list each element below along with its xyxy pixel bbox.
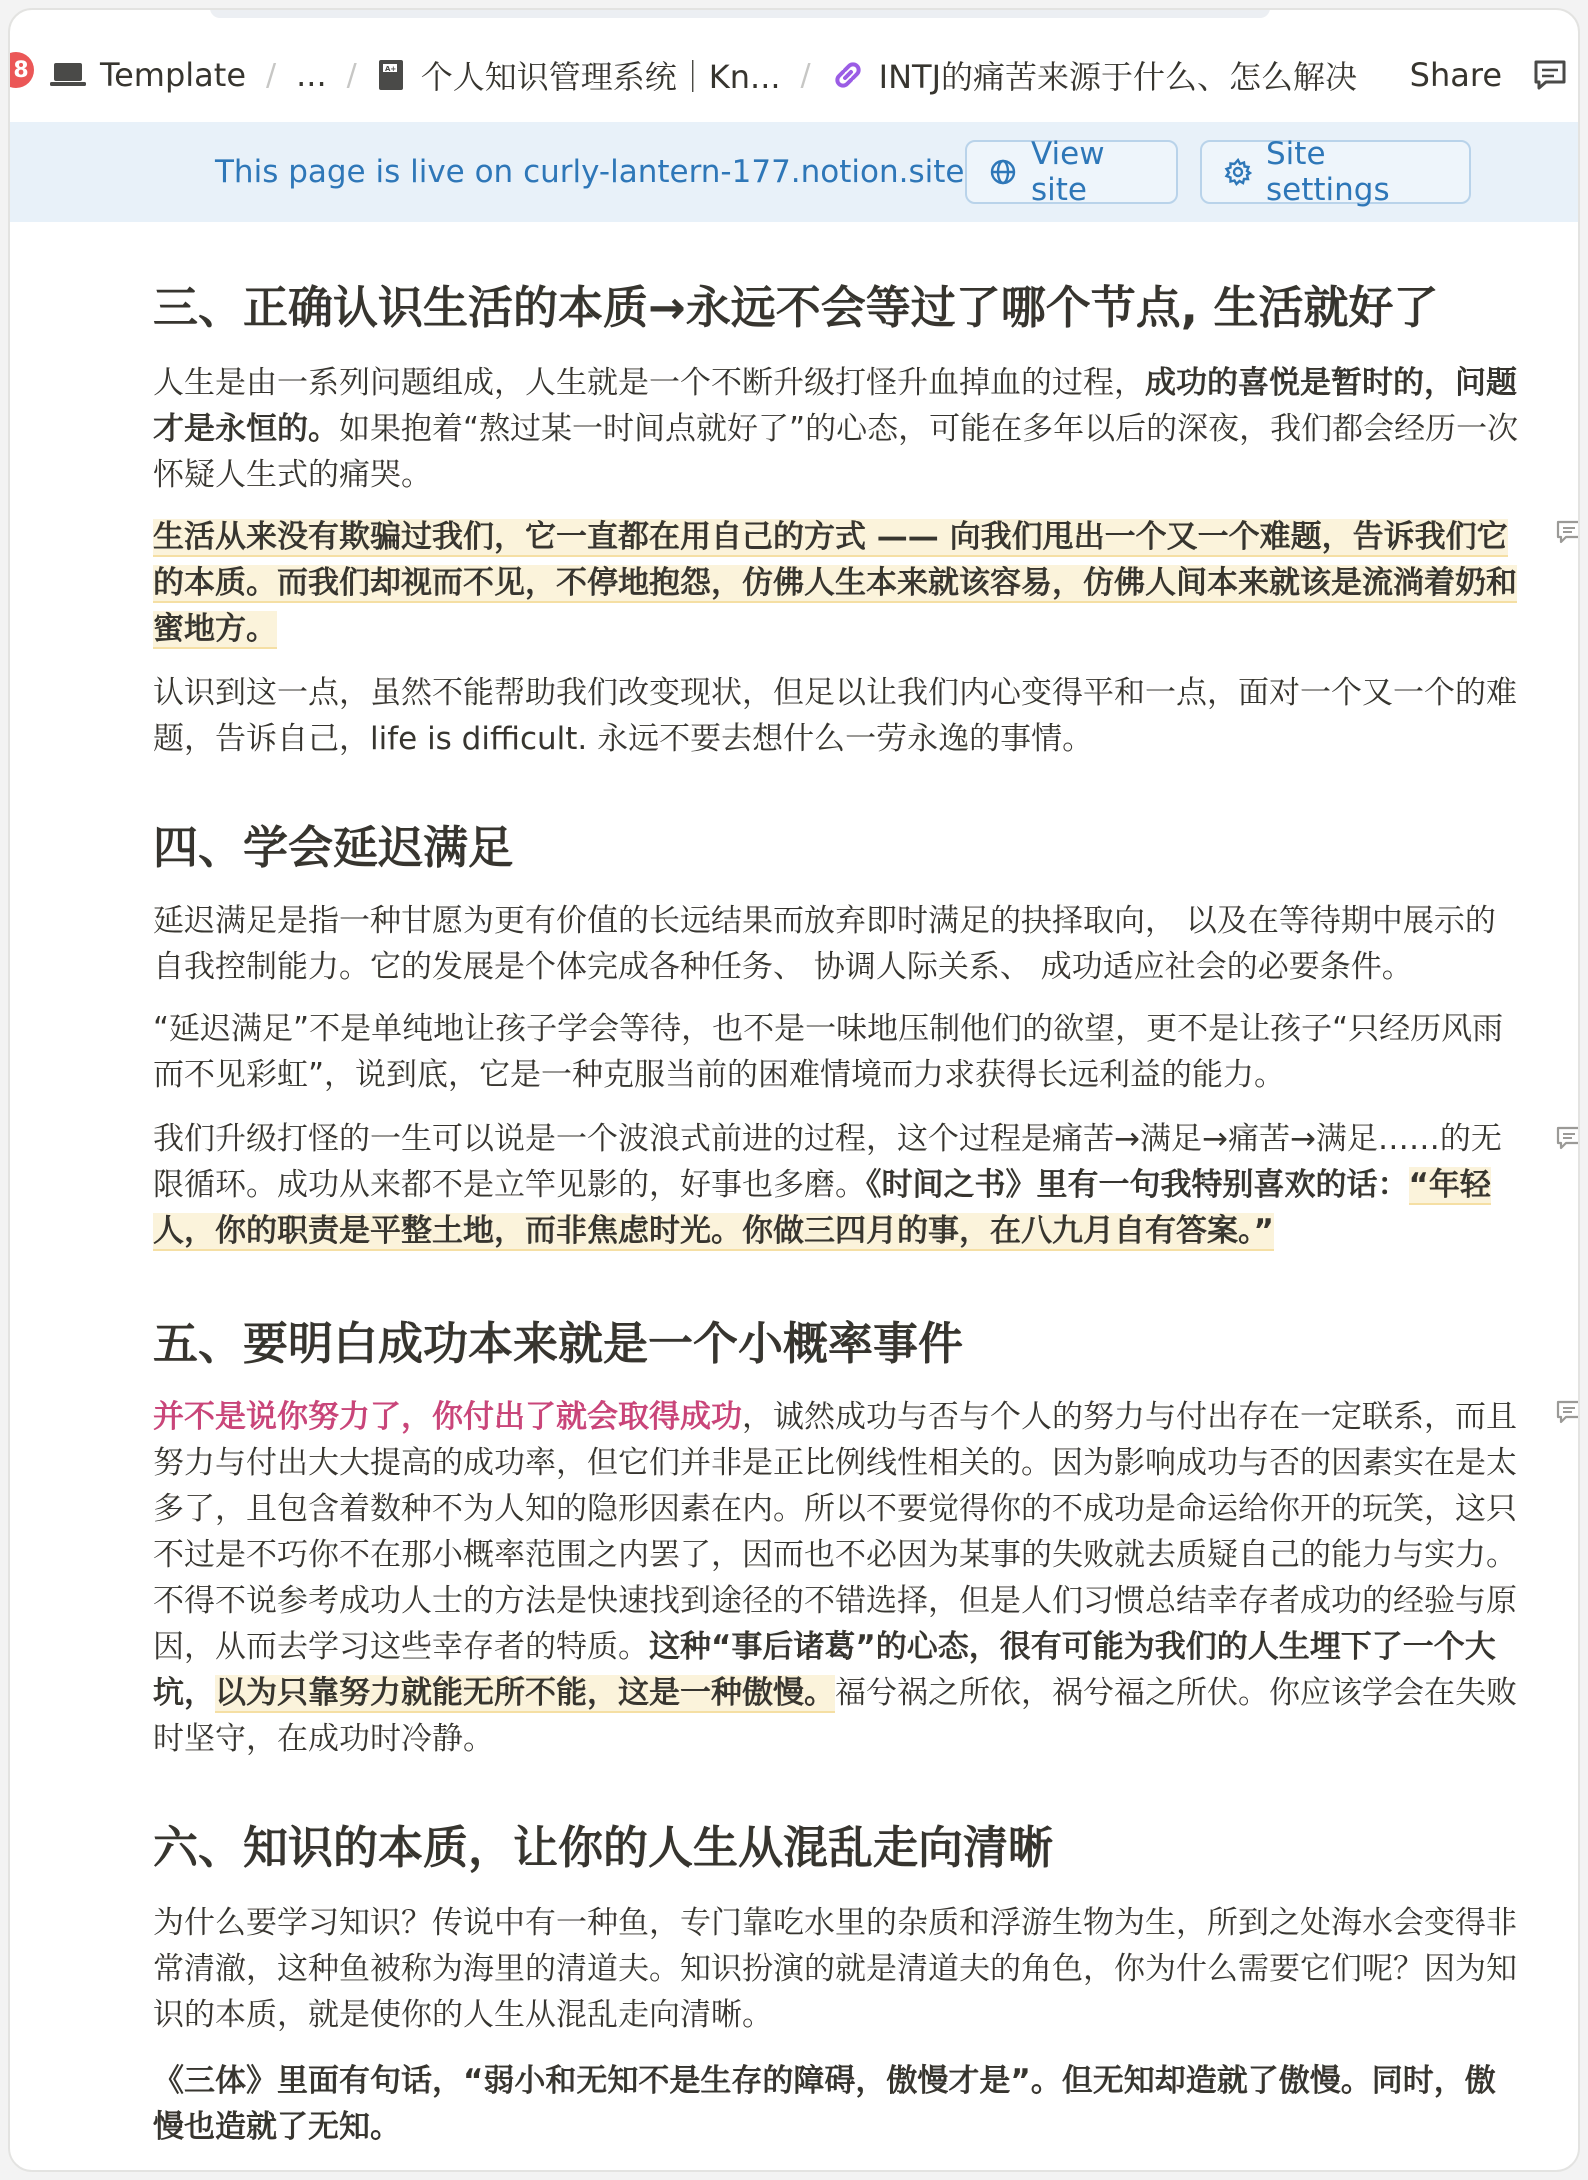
banner-text: This page is live on curly-lantern-177.notion.site	[215, 154, 965, 190]
text-run: 如果抱着“熬过某一时间点就好了”的心态，可能在多年以后的深夜，我们都会经历一次怀疑人生式的痛哭。	[153, 411, 1519, 493]
book-icon	[377, 58, 407, 92]
highlighted-text: 生活从来没有欺骗过我们，它一直都在用自己的方式 —— 向我们甩出一个又一个难题，告诉我们它的本质。而我们却视而不见，不停地抱怨，仿佛人生本来就该容易，仿佛人间本来就该是流淌着奶和蜜地方。	[153, 519, 1517, 647]
site-settings-label: Site settings	[1266, 136, 1390, 208]
paragraph-6-2: 《三体》里面有句话，“弱小和无知不是生存的障碍，傲慢才是”。但无知却造就了傲慢。同时，傲慢也造就了无知。	[153, 2063, 1496, 2145]
breadcrumb-label: Template	[100, 56, 247, 94]
text-run: 我们升级打怪的一生可以说是一个波浪式前进的过程，这个过程是痛苦→满足→痛苦→满足……的无限循环。成功从来都不是立竿见影的，好事也多磨。	[153, 1121, 1502, 1203]
breadcrumb-item-current-page[interactable]	[831, 52, 1357, 98]
globe-icon	[989, 158, 1017, 186]
comment-indicator-icon[interactable]	[1552, 1124, 1580, 1152]
paragraph-4-3	[153, 1116, 1523, 1254]
breadcrumb	[50, 30, 1357, 120]
highlighted-quote: “年轻人，你的职责是平整土地，而非焦虑时光。你做三四月的事，在八九月自有答案。”	[153, 1167, 1491, 1249]
breadcrumb-separator: /	[800, 57, 811, 93]
view-site-button[interactable]	[965, 136, 1178, 208]
highlighted-text: 以为只靠努力就能无所不能，这是一种傲慢。	[215, 1675, 835, 1711]
gear-icon	[1224, 158, 1252, 186]
topbar	[10, 30, 1580, 120]
section-heading-3: 三、正确认识生活的本质→永远不会等过了哪个节点, 生活就好了	[153, 281, 1439, 334]
paragraph-3-3: 认识到这一点，虽然不能帮助我们改变现状，但足以让我们内心变得平和一点，面对一个又一个的难题，告诉自己，life is difficult. 永远不要去想什么一劳永逸的事情。	[153, 675, 1517, 757]
pink-bold-text: 并不是说你努力了，你付出了就会取得成功	[153, 1399, 742, 1435]
comment-indicator-icon[interactable]	[1552, 518, 1580, 546]
paragraph-6-1: 为什么要学习知识？传说中有一种鱼，专门靠吃水里的杂质和浮游生物为生，所到之处海水会变得非常清澈，这种鱼被称为海里的清道夫。知识扮演的就是清道夫的角色，你为什么需要它们呢？因为知识的本质，就是使你的人生从混乱走向清晰。	[153, 1905, 1517, 2033]
link-icon	[831, 58, 865, 92]
breadcrumb-label: INTJ的痛苦来源于什么、怎么解决	[878, 58, 1358, 96]
bold-text-run: 《时间之书》里有一句我特别喜欢的话：	[866, 1167, 1409, 1203]
breadcrumb-label: ...	[296, 56, 327, 94]
breadcrumb-item-knowledge-system[interactable]	[377, 52, 781, 98]
breadcrumb-separator: /	[266, 57, 277, 93]
share-button[interactable]: Share	[1409, 56, 1502, 94]
breadcrumb-item-template[interactable]	[50, 56, 246, 94]
svg-text:A+: A+	[384, 65, 397, 73]
paragraph-4-2: “延迟满足”不是单纯地让孩子学会等待，也不是一味地压制他们的欲望，更不是让孩子“只经历风雨而不见彩虹”，说到底，它是一种克服当前的困难情境而力求获得长远利益的能力。	[153, 1011, 1504, 1093]
paragraph-3-2	[153, 514, 1523, 652]
paragraph-5-1	[153, 1394, 1523, 1762]
view-site-label: View site	[1031, 136, 1105, 208]
window-top-strip	[210, 8, 1270, 18]
site-settings-button[interactable]	[1200, 136, 1471, 208]
comment-indicator-icon[interactable]	[1552, 1398, 1580, 1426]
text-run: ，诚然成功与否与个人的努力与付出存在一定联系，而且努力与付出大大提高的成功率，但它们并非是正比例线性相关的。因为影响成功与否的因素实在是太多了，且包含着数种不为人知的隐形因素在内。所以不要觉得你的不成功是命运给你开的玩笑，这只不过是不巧你不在那小概率范围之内罢了，因而也不必因为某事的失败就去质疑自己的能力与实力。不得不说参考成功人士的方法是快速找到途径的不错选择，但是人们习惯总结幸存者成功的经验与原因，从而去学习这些幸存者的特质。	[153, 1399, 1517, 1665]
bold-text-run: 成功的喜悦是暂时的，问题才是永恒的。	[153, 365, 1517, 447]
section-heading-5: 五、要明白成功本来就是一个小概率事件	[153, 1317, 964, 1370]
breadcrumb-item-ellipsis[interactable]	[296, 56, 327, 94]
section-heading-6: 六、知识的本质，让你的人生从混乱走向清晰	[153, 1821, 1054, 1874]
site-live-banner	[10, 122, 1580, 222]
paragraph-4-1: 延迟满足是指一种甘愿为更有价值的长远结果而放弃即时满足的抉择取向， 以及在等待期中展示的自我控制能力。它的发展是个体完成各种任务、 协调人际关系、 成功适应社会的必要条件。	[153, 903, 1496, 985]
breadcrumb-separator: /	[346, 57, 357, 93]
text-run: 人生是由一系列问题组成，人生就是一个不断升级打怪升血掉血的过程，	[153, 365, 1145, 401]
section-heading-4: 四、学会延迟满足	[153, 821, 514, 874]
bold-text-run: 这种“事后诸葛”的心态，很有可能为我们的人生埋下了一个大坑，	[153, 1629, 1496, 1711]
paragraph-3-1	[153, 360, 1523, 498]
notification-badge[interactable]: 8	[8, 52, 34, 88]
laptop-icon	[50, 60, 86, 90]
breadcrumb-label: 个人知识管理系统｜Kn...	[420, 58, 781, 96]
text-run: 福兮祸之所依，祸兮福之所伏。你应该学会在失败时坚守，在成功时冷静。	[153, 1675, 1517, 1757]
notion-window	[8, 8, 1580, 2172]
comments-icon[interactable]	[1530, 58, 1570, 92]
